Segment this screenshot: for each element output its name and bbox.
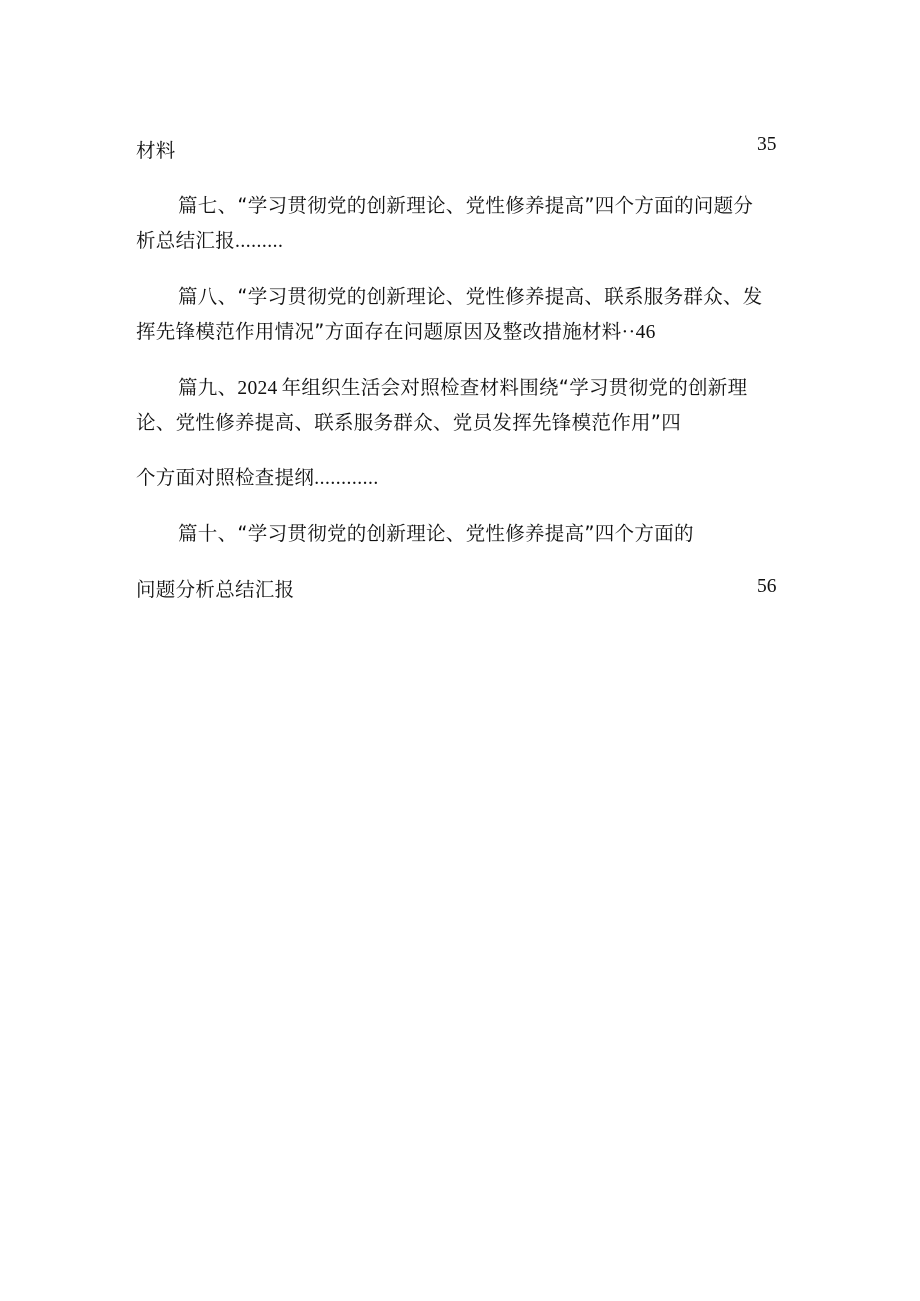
toc-entry-text: 问题分析总结汇报 [136,578,295,601]
toc-entry-10-line-1 [178,520,694,548]
toc-entry-text: 材料 [136,139,176,162]
toc-entry-9-line-2 [136,409,681,437]
toc-entry-7-line-2 [136,227,283,256]
toc-entry-text: 析总结汇报 [136,229,236,252]
toc-leader-dots: ·· [621,322,636,343]
toc-entry-8-line-1 [178,283,763,311]
toc-leader-dots: ............ [314,468,379,489]
toc-entry-9-line-3 [136,464,379,493]
toc-page-number: 35 [757,134,777,155]
toc-entry-text: 年组织生活会对照检查材料围绕“学习贯彻党的创新理 [281,376,748,399]
toc-entry-text: 篇十、“学习贯彻党的创新理论、党性修养提高”四个方面的 [178,522,694,545]
toc-entry-text: 论、党性修养提高、联系服务群众、党员发挥先锋模范作用”四 [136,411,682,434]
toc-entry-8-line-2 [136,318,656,347]
toc-entry-continuation [136,137,176,165]
toc-entry-prefix: 篇九、 [178,376,238,399]
toc-entry-10-line-2 [136,576,294,604]
toc-leader-dots: ......... [235,231,284,252]
toc-entry-text: 篇七、“学习贯彻党的创新理论、党性修养提高”四个方面的问题分 [178,194,754,217]
toc-entry-year: 2024 [237,378,278,399]
toc-entry-text: 篇八、“学习贯彻党的创新理论、党性修养提高、联系服务群众、发 [178,285,763,308]
toc-page-number: 56 [757,576,777,597]
toc-entry-text: 挥先锋模范作用情况”方面存在问题原因及整改措施材料 [136,320,622,343]
toc-page-number: 46 [635,322,656,343]
toc-entry-9-line-1 [178,374,747,403]
toc-entry-text: 个方面对照检查提纲 [136,466,315,489]
toc-entry-7-line-1 [178,192,753,220]
